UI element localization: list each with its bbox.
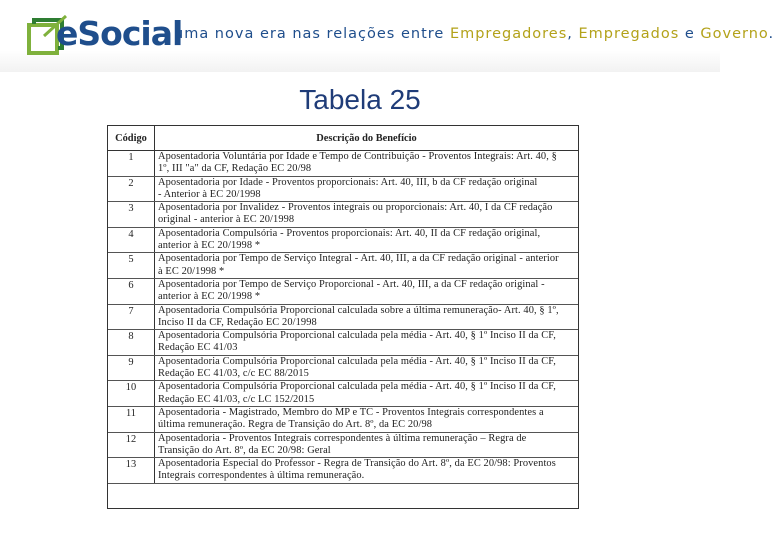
table-row [108, 458, 578, 484]
table-cell-code: 5 [108, 253, 155, 279]
table-cell-code: 7 [108, 304, 155, 330]
table-row [108, 304, 578, 330]
column-header-code: Código [108, 126, 155, 151]
table-cell-description [155, 304, 579, 330]
table-cell-code: 4 [108, 227, 155, 253]
table-row [108, 432, 578, 458]
description-line: Integrais correspondentes à última remuneração. [158, 470, 365, 482]
header-banner [0, 0, 774, 72]
table-cell-code: 2 [108, 176, 155, 202]
description-line: Aposentadoria por Idade - Proventos proporcionais: Art. 40, III, b da CF redação original [158, 176, 538, 188]
tagline-prefix: uma nova era nas relações entre [174, 26, 450, 42]
table-cell-code: 6 [108, 278, 155, 304]
description-line: última remuneração. Regra de Transição do Art. 8º, da EC 20/98 [158, 419, 433, 431]
table-row [108, 406, 578, 432]
tagline-separator: e [679, 26, 701, 42]
table-cell-code: 12 [108, 432, 155, 458]
table-cell-code: 1 [108, 151, 155, 177]
description-line: Aposentadoria Voluntária por Idade e Tempo de Contribuição - Proventos Integrais: Art. 40, § [158, 151, 557, 162]
table-row [108, 227, 578, 253]
description-line: Aposentadoria Compulsória Proporcional calculada pela média - Art. 40, § 1º Inciso II da CF, [158, 355, 556, 367]
description-line: Aposentadoria por Invalidez - Proventos integrais ou proporcionais: Art. 40, I da CF redação [158, 202, 553, 214]
benefits-table [107, 125, 579, 509]
tagline-suffix: . [768, 26, 774, 42]
description-line: Aposentadoria por Tempo de Serviço Proporcional - Art. 40, III, a da CF redação original - [158, 278, 545, 290]
description-line: Redação EC 41/03, c/c EC 88/2015 [158, 368, 309, 380]
table-row [108, 330, 578, 356]
description-line: Aposentadoria Compulsória Proporcional calculada pela média - Art. 40, § 1º Inciso II da CF, [158, 330, 556, 342]
table-row [108, 176, 578, 202]
tagline-employers: Empregadores [449, 26, 568, 42]
description-line: anterior à EC 20/1998 * [158, 240, 261, 252]
table-cell-code: 8 [108, 330, 155, 356]
tagline-government: Governo [700, 26, 769, 42]
description-line: Aposentadoria Especial do Professor - Regra de Transição do Art. 8º, da EC 20/98: Proventos [158, 458, 556, 470]
table-cell-description [155, 151, 579, 177]
table-row [108, 355, 578, 381]
table-cell-description [155, 227, 579, 253]
table-cell-code: 13 [108, 458, 155, 484]
table-cell-description [155, 381, 579, 407]
table-cell-description [155, 278, 579, 304]
description-line: Transição do Art. 8º, da EC 20/98: Geral [158, 444, 331, 456]
table-cell-description [155, 330, 579, 356]
description-line: Aposentadoria - Magistrado, Membro do MP e TC - Proventos Integrais correspondentes a [158, 406, 544, 418]
description-line: anterior à EC 20/1998 * [158, 291, 261, 303]
description-line: Redação EC 41/03 [158, 342, 238, 354]
table-cell-code: 9 [108, 355, 155, 381]
table-row [108, 278, 578, 304]
table-cell-description [155, 432, 579, 458]
description-line: Aposentadoria - Proventos Integrais correspondentes à última remuneração – Regra de [158, 432, 527, 444]
slide-title: Tabela 25 [299, 84, 421, 115]
table-cell-code: 11 [108, 406, 155, 432]
table-row [108, 151, 578, 177]
table-cell-description [155, 355, 579, 381]
description-line: 1º, III "a" da CF, Redação EC 20/98 [158, 163, 312, 175]
tagline-separator: , [567, 26, 579, 42]
description-line: Aposentadoria por Tempo de Serviço Integral - Art. 40, III, a da CF redação original - anterior [158, 253, 559, 265]
description-line: original - anterior à EC 20/1998 [158, 214, 295, 226]
description-line: Aposentadoria Compulsória Proporcional calculada pela média - Art. 40, § 1º Inciso II da CF, [158, 381, 556, 393]
description-line: Aposentadoria Compulsória - Proventos proporcionais: Art. 40, II da CF redação original, [158, 227, 541, 239]
esocial-logo [26, 14, 183, 60]
logo-text: eSocial [56, 14, 183, 53]
table-row [108, 202, 578, 228]
column-header-description: Descrição do Benefício [155, 126, 579, 151]
description-line: Aposentadoria Compulsória Proporcional calculada sobre a última remuneração- Art. 40, § 1º, [158, 304, 559, 316]
table-cell-description [155, 406, 579, 432]
tagline [174, 26, 774, 42]
description-line: Inciso II da CF, Redação EC 20/1998 [158, 316, 317, 328]
table-row [108, 253, 578, 279]
tagline-employees: Empregados [578, 26, 680, 42]
table-cell-description [155, 176, 579, 202]
table-row [108, 381, 578, 407]
description-line: - Anterior à EC 20/1998 [158, 188, 261, 200]
table-cell-description [155, 253, 579, 279]
description-line: à EC 20/1998 * [158, 265, 225, 277]
table-cell-code: 3 [108, 202, 155, 228]
description-line: Redação EC 41/03, c/c LC 152/2015 [158, 393, 315, 405]
table-cell-code: 10 [108, 381, 155, 407]
table-cell-description [155, 202, 579, 228]
table-cell-description [155, 458, 579, 484]
